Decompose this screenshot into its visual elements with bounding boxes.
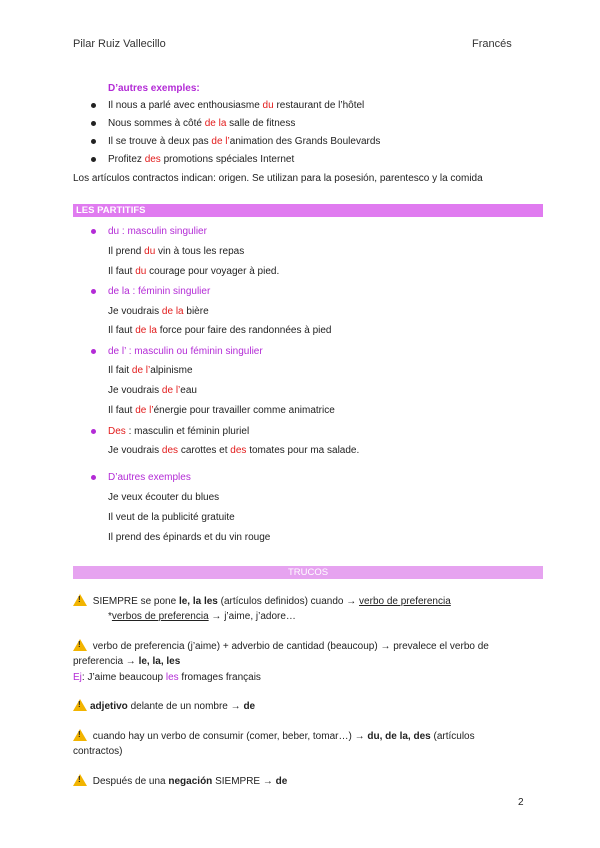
partitif-des-label: Des : masculin et féminin pluriel [108,426,250,437]
list-item: Il nous a parlé avec enthousiasme du restaurant de l’hôtel [108,100,365,111]
example-line: Je voudrais des carottes et des tomates pour ma salade. [108,445,360,456]
truco-2: ! verbo de preferencia (j’aime) + adverbio de cantidad (beaucoup) → prevalece el verbo de [73,639,489,653]
example-line: Il prend des épinards et du vin rouge [108,532,271,543]
example-line: Il faut de l’énergie pour travailler comme animatrice [108,405,335,416]
example-line: Il prend du vin à tous les repas [108,246,245,257]
bullet-dot-icon [91,289,96,294]
truco-3: !adjetivo delante de un nombre → de [73,699,255,713]
partitif-del-label: de l’ : masculin ou féminin singulier [108,346,263,357]
truco-4-cont: contractos) [73,746,123,757]
list-item: Profitez des promotions spéciales Internet [108,154,295,165]
truco-4: ! cuando hay un verbo de consumir (comer, beber, tomar…) → du, de la, des (artículos [73,729,475,743]
partitif-du-label: du : masculin singulier [108,226,207,237]
bullet-dot-icon [91,349,96,354]
header-subject: Francés [472,38,512,50]
contractos-note: Los artículos contractos indican: origen. Se utilizan para la posesión, parentesco y la comida [73,173,483,184]
bullet-dot-icon [91,229,96,234]
truco-1: ! SIEMPRE se pone le, la les (artículos definidos) cuando → verbo de preferencia [73,594,451,608]
bullet-dot-icon [91,475,96,480]
bullet-dot-icon [91,429,96,434]
warning-icon [73,594,87,606]
bullet-dot-icon [91,157,96,162]
example-line: Il faut de la force pour faire des randonnées à pied [108,325,332,336]
example-line: Il fait de l’alpinisme [108,365,193,376]
truco-5: ! Después de una negación SIEMPRE → de [73,774,287,788]
list-item: Nous sommes à côté de la salle de fitness [108,118,296,129]
truco-2-cont: preferencia → le, la, les [73,656,181,667]
warning-icon [73,639,87,651]
partitifs-heading: LES PARTITIFS [73,204,543,217]
example-line: Je veux écouter du blues [108,492,220,503]
bullet-dot-icon [91,121,96,126]
header-author: Pilar Ruiz Vallecillo [73,38,166,50]
partitif-dela-label: de la : féminin singulier [108,286,211,297]
example-line: Il veut de la publicité gratuite [108,512,235,523]
warning-icon [73,699,87,711]
warning-icon [73,774,87,786]
truco-1-detail: *verbos de preferencia → j’aime, j’adore… [108,611,296,622]
partitif-autres-label: D’autres exemples [108,472,191,483]
bullet-dot-icon [91,139,96,144]
page-number: 2 [518,797,524,808]
list-item: Il se trouve à deux pas de l’animation des Grands Boulevards [108,136,381,147]
warning-icon [73,729,87,741]
truco-2-example: Ej: J’aime beaucoup les fromages français [73,672,261,683]
example-line: Je voudrais de la bière [108,306,209,317]
trucos-heading: TRUCOS [73,566,543,579]
example-line: Il faut du courage pour voyager à pied. [108,266,280,277]
example-line: Je voudrais de l’eau [108,385,197,396]
autres-title: D’autres exemples: [108,83,200,94]
bullet-dot-icon [91,103,96,108]
